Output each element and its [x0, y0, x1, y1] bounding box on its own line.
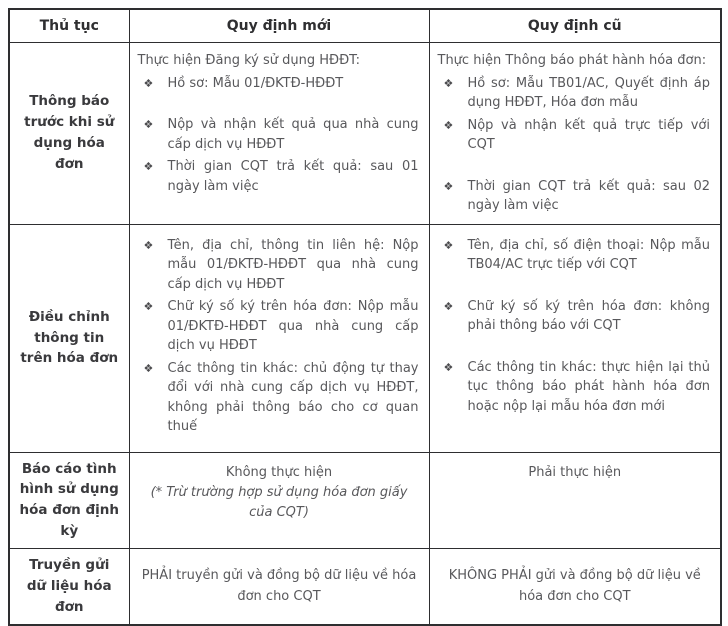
table-row [9, 549, 721, 625]
list-item-text: Hồ sơ: Mẫu TB01/AC, Quyết định áp dụng HĐĐT, Hóa đơn mẫu [467, 75, 710, 110]
list-item [138, 236, 419, 295]
list-item [438, 297, 711, 336]
list-item-text: Nộp và nhận kết quả trực tiếp với CQT [467, 117, 710, 152]
new-rule-cell [129, 43, 429, 225]
procedure-label: Điều chỉnh thông tin trên hóa đơn [9, 224, 129, 452]
list-item [138, 74, 419, 94]
column-header-new-rule: Quy định mới [129, 9, 429, 43]
diamond-bullet-icon: ❖ [143, 300, 154, 313]
intro-text: Thực hiện Đăng ký sử dụng HĐĐT: [137, 53, 361, 68]
table-row [9, 452, 721, 549]
procedure-label: Thông báo trước khi sử dụng hóa đơn [9, 43, 129, 225]
column-header-old-rule: Quy định cũ [429, 9, 721, 43]
list-item-text: Các thông tin khác: thực hiện lại thủ tục thông báo phát hành hóa đơn hoặc nộp lại mẫu hóa đơn mới [467, 359, 710, 414]
diamond-bullet-icon: ❖ [143, 238, 154, 252]
list-item-text: Các thông tin khác: chủ động tự thay đổi với nhà cung cấp dịch vụ HĐĐT, không phải thông báo cho cơ quan thuế [167, 360, 419, 434]
list-item-text: Chữ ký số ký trên hóa đơn: không phải thông báo với CQT [467, 298, 710, 333]
procedure-label: Báo cáo tình hình sử dụng hóa đơn định kỳ [9, 452, 129, 549]
new-rule-cell [129, 549, 429, 625]
cell-note: (* Trừ trường hợp sử dụng hóa đơn giấy của CQT) [150, 484, 408, 520]
cell-text: KHÔNG PHẢI gửi và đồng bộ dữ liệu về hóa đơn cho CQT [448, 568, 701, 604]
diamond-bullet-icon: ❖ [143, 118, 154, 132]
list-item-text: Hồ sơ: Mẫu 01/ĐKTĐ-HĐĐT [167, 75, 344, 91]
list-item [438, 236, 711, 275]
new-rule-cell [129, 452, 429, 549]
comparison-table [8, 8, 722, 626]
list-item [438, 116, 711, 155]
diamond-bullet-icon: ❖ [443, 179, 454, 193]
cell-text: PHẢI truyền gửi và đồng bộ dữ liệu về hóa đơn cho CQT [141, 568, 417, 604]
diamond-bullet-icon: ❖ [443, 118, 454, 132]
list-item [438, 358, 711, 417]
old-rule-cell [429, 224, 721, 452]
diamond-bullet-icon: ❖ [443, 360, 454, 374]
header-row [9, 9, 721, 43]
new-rule-cell [129, 224, 429, 452]
old-rule-cell [429, 43, 721, 225]
old-rule-cell [429, 452, 721, 549]
list-item-text: Nộp và nhận kết quả qua nhà cung cấp dịch vụ HĐĐT [167, 117, 419, 152]
list-item-text: Chữ ký số ký trên hóa đơn: Nộp mẫu 01/ĐKTĐ-HĐĐT qua nhà cung cấp dịch vụ HĐĐT [167, 299, 419, 353]
table-row [9, 224, 721, 452]
table-row [9, 43, 721, 225]
old-rule-cell [429, 549, 721, 625]
list-item [138, 115, 419, 154]
diamond-bullet-icon: ❖ [143, 361, 154, 375]
column-header-procedure: Thủ tục [9, 9, 129, 43]
list-item-text: Tên, địa chỉ, số điện thoại: Nộp mẫu TB04/AC trực tiếp với CQT [467, 237, 710, 272]
diamond-bullet-icon: ❖ [143, 160, 154, 174]
diamond-bullet-icon: ❖ [443, 238, 454, 252]
diamond-bullet-icon: ❖ [143, 76, 154, 90]
list-item [138, 157, 419, 196]
intro-text: Thực hiện Thông báo phát hành hóa đơn: [437, 53, 707, 68]
diamond-bullet-icon: ❖ [443, 76, 454, 90]
list-item [138, 297, 419, 356]
list-item [138, 359, 419, 437]
procedure-label: Truyền gửi dữ liệu hóa đơn [9, 549, 129, 625]
list-item [438, 177, 711, 216]
list-item [438, 74, 711, 113]
list-item-text: Tên, địa chỉ, thông tin liên hệ: Nộp mẫu 01/ĐKTĐ-HĐĐT qua nhà cung cấp dịch vụ HĐĐT [167, 237, 419, 292]
list-item-text: Thời gian CQT trả kết quả: sau 01 ngày làm việc [167, 159, 419, 194]
cell-text: Không thực hiện [225, 464, 333, 480]
diamond-bullet-icon: ❖ [443, 299, 454, 313]
cell-text: Phải thực hiện [528, 464, 622, 480]
list-item-text: Thời gian CQT trả kết quả: sau 02 ngày làm việc [467, 178, 710, 213]
